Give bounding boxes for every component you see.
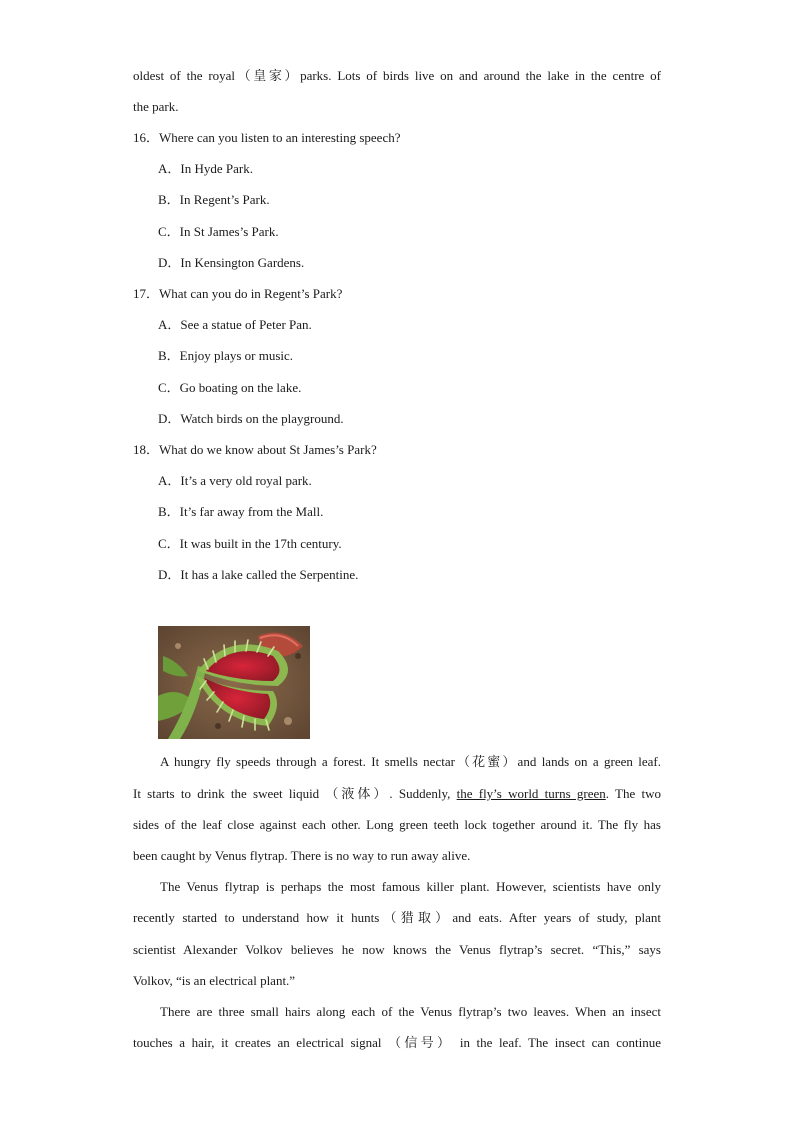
question-16-option-c: C．In St James’s Park. bbox=[158, 224, 279, 239]
question-17-option-d: D．Watch birds on the playground. bbox=[158, 411, 344, 426]
passage-p1-line-2 bbox=[133, 786, 661, 802]
passage-p2-line-1: The Venus flytrap is perhaps the most famous killer plant. However, scientists have only bbox=[160, 879, 661, 894]
question-16-option-a: A．In Hyde Park. bbox=[158, 161, 253, 176]
passage-p1-line-4: been caught by Venus flytrap. There is no way to run away alive. bbox=[133, 848, 471, 863]
intro-line-1: oldest of the royal（皇家）parks. Lots of birds live on and around the lake in the centre of bbox=[133, 68, 661, 83]
passage-p3-line-2: touches a hair, it creates an electrical signal （信号） in the leaf. The insect can continue bbox=[133, 1035, 661, 1050]
question-18-stem: 18．What do we know about St James’s Park? bbox=[133, 442, 377, 457]
question-16-option-b: B．In Regent’s Park. bbox=[158, 192, 270, 207]
question-16-option-d: D．In Kensington Gardens. bbox=[158, 255, 305, 270]
passage-p1-line-3: sides of the leaf close against each other. Long green teeth lock together around it. The fly has bbox=[133, 817, 661, 832]
passage-p2-line-2: recently started to understand how it hunts（猎取）and eats. After years of study, plant bbox=[133, 910, 661, 925]
underlined-phrase: the fly’s world turns green bbox=[456, 786, 606, 801]
passage-p3-line-1: There are three small hairs along each of the Venus flytrap’s two leaves. When an insect bbox=[160, 1004, 661, 1019]
question-16-stem: 16．Where can you listen to an interesting speech? bbox=[133, 130, 401, 145]
question-18-option-a: A．It’s a very old royal park. bbox=[158, 473, 312, 488]
passage-p1-line-2b: . The two bbox=[605, 786, 661, 801]
question-18-option-d: D．It has a lake called the Serpentine. bbox=[158, 567, 359, 582]
question-17-option-b: B．Enjoy plays or music. bbox=[158, 348, 294, 363]
question-17-option-c: C．Go boating on the lake. bbox=[158, 380, 302, 395]
question-18-option-c: C．It was built in the 17th century. bbox=[158, 536, 342, 551]
intro-line-2: the park. bbox=[133, 99, 179, 114]
passage-p1-line-1: A hungry fly speeds through a forest. It smells nectar（花蜜）and lands on a green leaf. bbox=[160, 754, 661, 769]
question-17-option-a: A．See a statue of Peter Pan. bbox=[158, 317, 312, 332]
venus-flytrap-photo bbox=[158, 626, 310, 739]
question-18-option-b: B．It’s far away from the Mall. bbox=[158, 504, 324, 519]
question-17-stem: 17．What can you do in Regent’s Park? bbox=[133, 286, 343, 301]
passage-p2-line-4: Volkov, “is an electrical plant.” bbox=[133, 973, 296, 988]
passage-p1-line-2a: It starts to drink the sweet liquid （液体）. Suddenly, bbox=[133, 786, 457, 801]
passage-p2-line-3: scientist Alexander Volkov believes he now knows the Venus flytrap’s secret. “This,” says bbox=[133, 942, 661, 957]
